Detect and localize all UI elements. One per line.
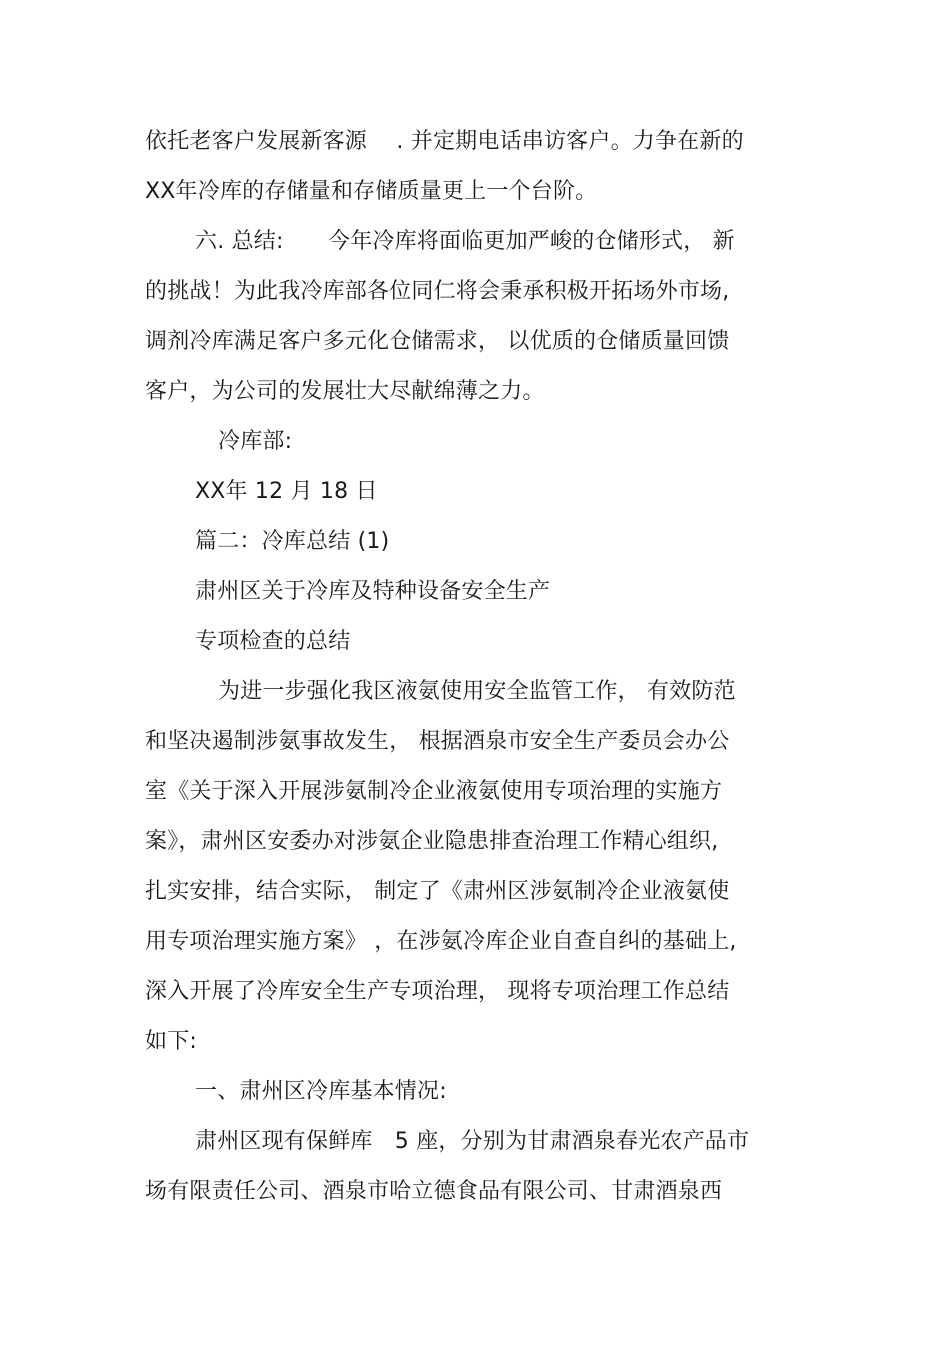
text-line: 场有限责任公司、酒泉市哈立德食品有限公司、甘肃酒泉西 [145,1179,723,1204]
text-line: 室《关于深入开展涉氨制冷企业液氨使用专项治理的实施方 [145,779,723,804]
text-line: 调剂冷库满足客户多元化仓储需求， 以优质的仓储质量回馈 [145,329,730,354]
document-title-line-1: 肃州区关于冷库及特种设备安全生产 [195,579,551,604]
text-line: 用专项治理实施方案》 ，在涉氨冷库企业自查自纠的基础上, [145,929,737,954]
text-line: 为进一步强化我区液氨使用安全监管工作， 有效防范 [218,679,736,704]
chapter-heading: 篇二：冷库总结 (1) [195,529,390,554]
document-title-line-2: 专项检查的总结 [195,629,351,654]
text-line: 深入开展了冷库安全生产专项治理， 现将专项治理工作总结 [145,979,730,1004]
section-heading-summary: 六. 总结: 今年冷库将面临更加严峻的仓储形式， 新 [195,229,735,254]
text-line: 和坚决遏制涉氨事故发生， 根据酒泉市安全生产委员会办公 [145,729,730,754]
signature-date: XX年 12 月 18 日 [195,479,378,504]
text-line: 如下: [145,1029,198,1054]
text-line: 案》，肃州区安委办对涉氨企业隐患排查治理工作精心组织, [145,829,719,854]
text-line: 肃州区现有保鲜库 5 座，分别为甘肃酒泉春光农产品市 [195,1129,750,1154]
signature-department: 冷库部: [218,429,293,454]
text-line: 的挑战！为此我冷库部各位同仁将会秉承积极开拓场外市场, [145,279,730,304]
text-line: 客户，为公司的发展壮大尽献绵薄之力。 [145,379,545,404]
text-line: XX年冷库的存储量和存储质量更上一个台阶。 [145,179,598,204]
text-line: 依托老客户发展新客源 . 并定期电话串访客户。力争在新的 [145,129,744,154]
text-line: 扎实安排，结合实际， 制定了《肃州区涉氨制冷企业液氨使 [145,879,730,904]
section-heading-basic-info: 一、肃州区冷库基本情况: [195,1079,447,1104]
